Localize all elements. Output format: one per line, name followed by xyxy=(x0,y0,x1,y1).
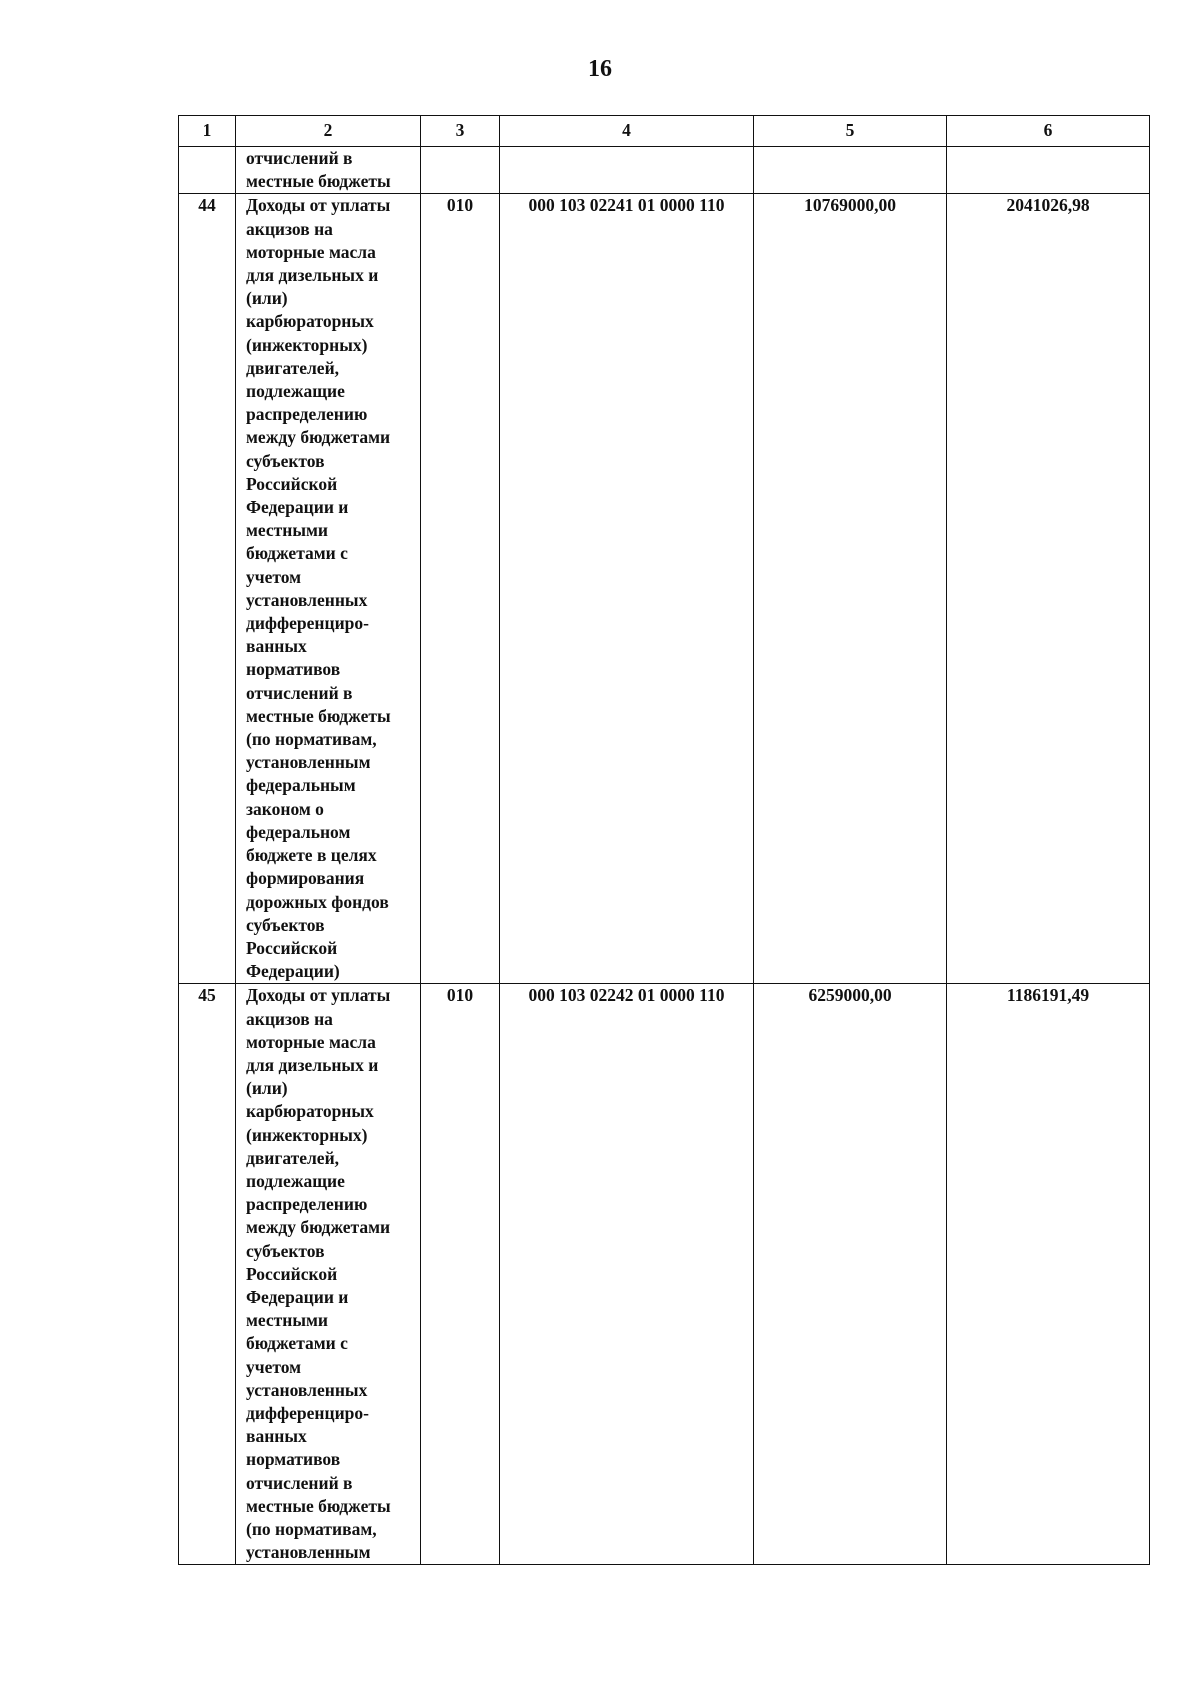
column-header: 4 xyxy=(500,116,754,147)
column-header: 2 xyxy=(236,116,421,147)
name-text-line: акцизов на xyxy=(246,218,333,239)
name-text-line: (инжекторных) xyxy=(246,334,368,355)
name-text-line: нормативов xyxy=(246,659,341,680)
row-kbk-cell: 000 103 02241 01 0000 110 xyxy=(500,194,754,984)
row-number-cell: 45 xyxy=(179,984,236,1565)
column-header: 6 xyxy=(947,116,1150,147)
row-fact-cell xyxy=(947,147,1150,194)
name-text-line: нормативов xyxy=(246,1449,341,1470)
row-name-cell xyxy=(236,984,421,1565)
row-plan-cell xyxy=(754,147,947,194)
name-text-line: для дизельных и xyxy=(246,1054,379,1075)
name-text-line: установленным xyxy=(246,1542,371,1563)
name-text-line: (по нормативам, xyxy=(246,1518,377,1539)
table-row xyxy=(179,984,1150,1565)
name-text-line: Российской xyxy=(246,937,338,958)
name-text-line: акцизов на xyxy=(246,1008,333,1029)
row-fact-cell: 2041026,98 xyxy=(947,194,1150,984)
name-text-line: местные бюджеты xyxy=(246,171,391,192)
row-name-cell xyxy=(236,194,421,984)
name-text-line: подлежащие xyxy=(246,1170,345,1191)
name-text-line: Федерации и xyxy=(246,1286,349,1307)
row-kbk-cell xyxy=(500,147,754,194)
name-text-line: законом о xyxy=(246,798,324,819)
name-text-line: местные бюджеты xyxy=(246,1495,391,1516)
row-plan-cell: 10769000,00 xyxy=(754,194,947,984)
name-text-line: (или) xyxy=(246,1078,288,1099)
name-text-line: двигателей, xyxy=(246,1147,340,1168)
page-number: 16 xyxy=(588,56,612,82)
name-text-line: бюджете в целях xyxy=(246,845,377,866)
column-header: 5 xyxy=(754,116,947,147)
name-text-line: субъектов xyxy=(246,1240,325,1261)
name-text-line: бюджетами с xyxy=(246,543,348,564)
name-text-line: двигателей, xyxy=(246,357,340,378)
name-text-line: дифференциро- xyxy=(246,1402,369,1423)
name-text-line: Российской xyxy=(246,473,338,494)
revenue-table xyxy=(178,115,1150,1565)
name-text-line: местными xyxy=(246,520,329,541)
name-text-line: для дизельных и xyxy=(246,265,379,286)
continuation-row xyxy=(179,147,1150,194)
row-code-cell xyxy=(421,147,500,194)
name-text-line: местными xyxy=(246,1310,329,1331)
column-header: 3 xyxy=(421,116,500,147)
name-text-line: (по нормативам, xyxy=(246,729,377,750)
name-text-line: Федерации) xyxy=(246,961,340,982)
name-text-line: установленным xyxy=(246,752,371,773)
name-text-line: дорожных фондов xyxy=(246,891,389,912)
name-text-line: карбюраторных xyxy=(246,1101,374,1122)
name-text-line: отчислений в xyxy=(246,1472,353,1493)
name-text-line: учетом xyxy=(246,1356,302,1377)
name-text-line: распределению xyxy=(246,1194,368,1215)
row-number-cell xyxy=(179,147,236,194)
name-text-line: ванных xyxy=(246,1426,307,1447)
row-plan-cell: 6259000,00 xyxy=(754,984,947,1565)
row-code-cell: 010 xyxy=(421,984,500,1565)
name-text-line: моторные масла xyxy=(246,241,376,262)
name-text-line: дифференциро- xyxy=(246,613,369,634)
name-text-line: подлежащие xyxy=(246,381,345,402)
name-text-line: учетом xyxy=(246,566,302,587)
name-text-line: между бюджетами xyxy=(246,1217,391,1238)
name-text-line: местные бюджеты xyxy=(246,705,391,726)
row-fact-cell: 1186191,49 xyxy=(947,984,1150,1565)
name-text-line: (инжекторных) xyxy=(246,1124,368,1145)
name-text-line: федеральным xyxy=(246,775,356,796)
column-header: 1 xyxy=(179,116,236,147)
name-text-line: Федерации и xyxy=(246,497,349,518)
name-text-line: распределению xyxy=(246,404,368,425)
row-code-cell: 010 xyxy=(421,194,500,984)
name-text-line: отчислений в xyxy=(246,148,353,168)
name-text-line: моторные масла xyxy=(246,1031,376,1052)
row-name-cell xyxy=(236,147,421,194)
name-text-line: (или) xyxy=(246,288,288,309)
name-text-line: бюджетами с xyxy=(246,1333,348,1354)
name-text-line: отчислений в xyxy=(246,682,353,703)
name-text-line: федеральном xyxy=(246,821,351,842)
table-row xyxy=(179,194,1150,984)
row-kbk-cell: 000 103 02242 01 0000 110 xyxy=(500,984,754,1565)
name-text-line: формирования xyxy=(246,868,365,889)
name-text-line: Доходы от уплаты xyxy=(246,985,391,1006)
name-text-line: карбюраторных xyxy=(246,311,374,332)
row-number-cell: 44 xyxy=(179,194,236,984)
name-text-line: субъектов xyxy=(246,914,325,935)
name-text-line: между бюджетами xyxy=(246,427,391,448)
name-text-line: субъектов xyxy=(246,450,325,471)
name-text-line: Российской xyxy=(246,1263,338,1284)
name-text-line: ванных xyxy=(246,636,307,657)
name-text-line: установленных xyxy=(246,1379,368,1400)
table-header-row xyxy=(179,116,1150,147)
name-text-line: Доходы от уплаты xyxy=(246,195,391,216)
name-text-line: установленных xyxy=(246,589,368,610)
